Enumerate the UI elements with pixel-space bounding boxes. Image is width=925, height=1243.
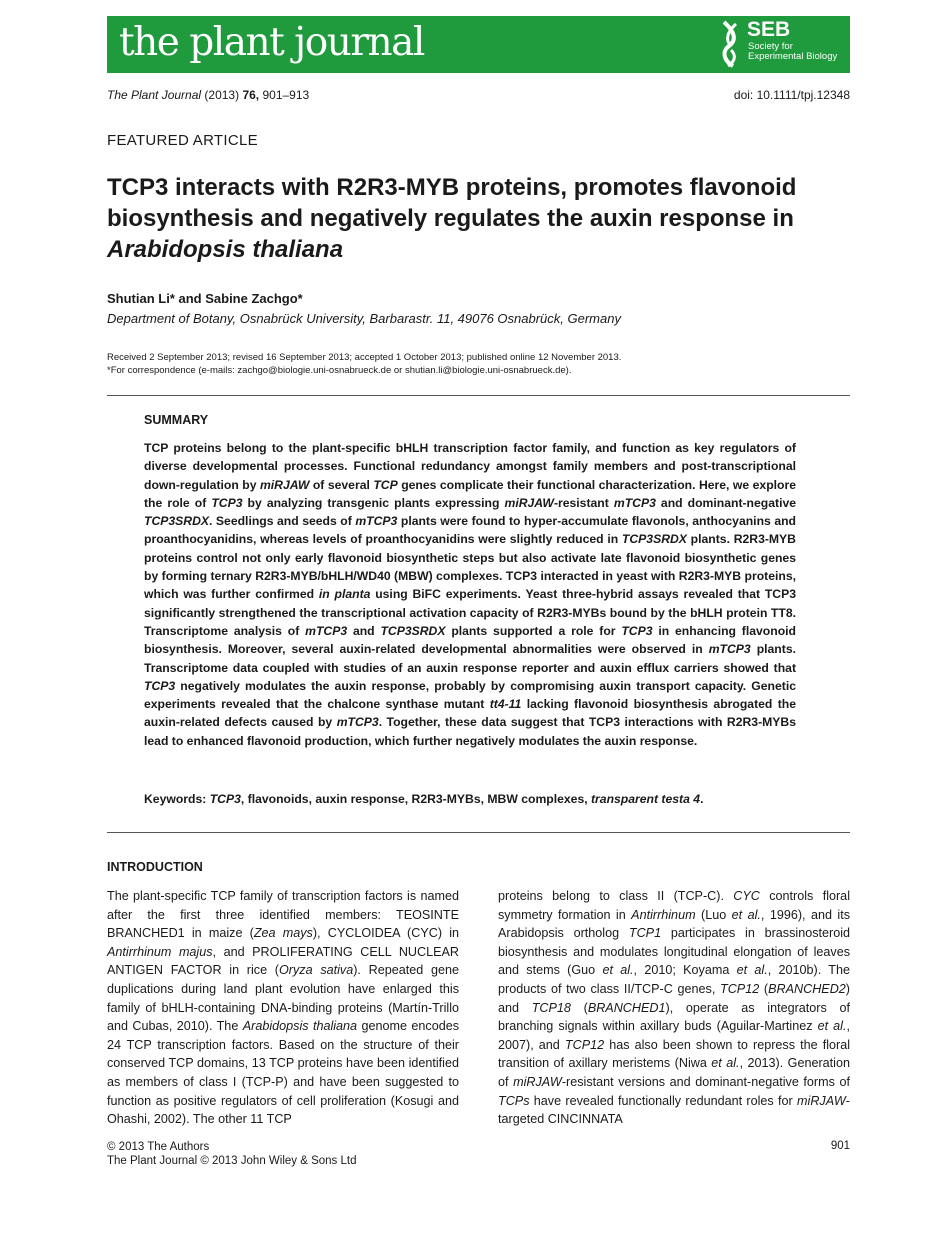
society-abbreviation: SEB (747, 18, 791, 41)
journal-banner (107, 16, 850, 73)
article-title: TCP3 interacts with R2R3-MYB proteins, promotes flavonoid biosynthesis and negatively regulates the auxin response in Arabidopsis thaliana (107, 174, 797, 263)
article-type: FEATURED ARTICLE (107, 132, 258, 149)
doi[interactable]: doi: 10.1111/tpj.12348 (733, 88, 850, 102)
divider (107, 395, 850, 396)
journal-citation: The Plant Journal (2013) 76, 901–913 (107, 88, 310, 102)
page-number: 901 (830, 1140, 850, 1152)
introduction-heading: INTRODUCTION (107, 860, 203, 874)
publication-history: Received 2 September 2013; revised 16 September 2013; accepted 1 October 2013; published online 12 November 2013. *For correspondence (e-mails: zachgo@biologie.uni-osnabrueck.de or shutian.li@biologie.uni-osnabrueck.de). (107, 352, 622, 376)
footer-copyright: © 2013 The Authors The Plant Journal © 2013 John Wiley & Sons Ltd (107, 1141, 357, 1167)
summary-text: TCP proteins belong to the plant-specific bHLH transcription factor family, and function as key regulators of diverse developmental processes. Functional redundancy amongst family members and post-transcriptional down-regulation by miRJAW of several TCP genes complicate their functional characterization. Here, we explore the role of TCP3 by analyzing transgenic plants expressing miRJAW-resistant mTCP3 and dominant-negative TCP3SRDX. Seedlings and seeds of mTCP3 plants were found to hyper-accumulate flavonols, anthocyanins and proanthocyanidins, whereas levels of proanthocyanidins were slightly reduced in TCP3SRDX plants. R2R3-MYB proteins control not only early flavonoid biosynthetic steps but also activate late flavonoid biosynthetic genes by forming ternary R2R3-MYB/bHLH/WD40 (MBW) complexes. TCP3 interacted in yeast with R2R3-MYB proteins, which was further confirmed in planta using BiFC experiments. Yeast three-hybrid assays revealed that TCP3 significantly strengthened the transcriptional activation capacity of R2R3-MYBs bound by the bHLH protein TT8. Transcriptome analysis of mTCP3 and TCP3SRDX plants supported a role for TCP3 in enhancing flavonoid biosynthesis. Moreover, several auxin-related developmental abnormalities were observed in mTCP3 plants. Transcriptome data coupled with studies of an auxin response reporter and auxin efflux carriers showed that TCP3 negatively modulates the auxin response, probably by compromising auxin transport capacity. Genetic experiments revealed that the chalcone synthase mutant tt4-11 lacking flavonoid biosynthesis abrogated the auxin-related defects caused by mTCP3. Together, these data suggest that TCP3 interactions with R2R3-MYBs lead to enhanced flavonoid production, which further negatively modulates the auxin response. (144, 441, 797, 748)
society-name: Society for Experimental Biology (748, 41, 838, 62)
affiliation: Department of Botany, Osnabrück University, Barbarastr. 11, 49076 Osnabrück, Germany (107, 311, 621, 326)
introduction-column-left: The plant-specific TCP family of transcription factors is named after the first three identified members: TEOSINTE BRANCHED1 in maize (Zea mays), CYCLOIDEA (CYC) in Antirrhinum majus, and PROLIFERATING CELL NUCLEAR ANTIGEN FACTOR in rice (Oryza sativa). Repeated gene duplications during land plant evolution have enlarged this family of bHLH-containing DNA-binding proteins (Martín-Trillo and Cubas, 2010). The Arabidopsis thaliana genome encodes 24 TCP transcription factors. Based on the structure of their conserved TCP domains, 13 TCP proteins have been identified as members of class I (TCP-P) and have been suggested to function as positive regulators of cell proliferation (Kosugi and Ohashi, 2002). The other 11 TCP (107, 889, 460, 1127)
journal-logo-text: the plant journal (119, 20, 424, 65)
introduction-column-right: proteins belong to class II (TCP-C). CYC controls floral symmetry formation in Antirrhinum (Luo et al., 1996), and its Arabidopsis ortholog TCP1 participates in brassinosteroid biosynthesis and modulates longitudinal elongation of leaves and stems (Guo et al., 2010; Koyama et al., 2010b). The products of two class II/TCP-C genes, TCP12 (BRANCHED2) and TCP18 (BRANCHED1), operate as integrators of branching signals within axillary buds (Aguilar-Martinez et al., 2007), and TCP12 has also been shown to repress the floral transition of axillary meristems (Niwa et al., 2013). Generation of miRJAW-resistant versions and dominant-negative forms of TCPs have revealed functionally redundant roles for miRJAW-targeted CINCINNATA (498, 889, 851, 1127)
keywords: Keywords: TCP3, flavonoids, auxin response, R2R3-MYBs, MBW complexes, transparent testa 4. (144, 792, 704, 806)
summary-heading: SUMMARY (144, 413, 209, 427)
authors: Shutian Li* and Sabine Zachgo* (107, 291, 303, 306)
seb-helix-icon (719, 20, 741, 68)
divider (107, 832, 850, 833)
